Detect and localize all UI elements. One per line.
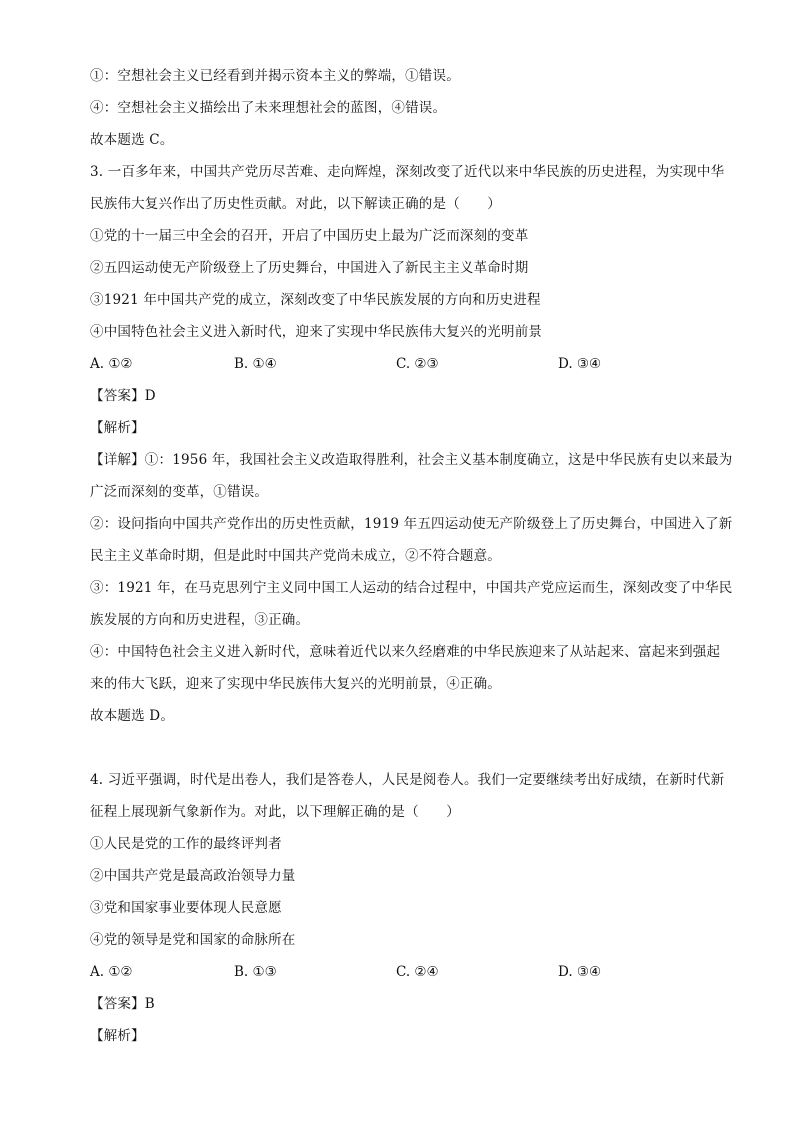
q3-detail-line-1: 【详解】①：1956 年，我国社会主义改造取得胜利，社会主义基本制度确立，这是中华民族有史以来最为 [90, 452, 733, 468]
q3-statement-2: ②五四运动使无产阶级登上了历史舞台，中国进入了新民主主义革命时期 [90, 260, 529, 276]
q3-detail-line-5: ③：1921 年，在马克思列宁主义同中国工人运动的结合过程中，中国共产党应运而生，深刻改变了中华民 [90, 580, 733, 596]
q3-option-d: D. ③④ [558, 356, 602, 372]
q3-detail-line-2: 广泛而深刻的变革，①错误。 [90, 484, 269, 500]
q2-analysis-line-1: ①：空想社会主义已经看到并揭示资本主义的弊端，①错误。 [90, 68, 460, 84]
q4-answer: 【答案】B [90, 996, 155, 1012]
q4-statement-3: ③党和国家事业要体现人民意愿 [90, 900, 282, 916]
q2-analysis-line-2: ④：空想社会主义描绘出了未来理想社会的蓝图，④错误。 [90, 100, 447, 116]
q4-stem-line-2: 征程上展现新气象新作为。对此，以下理解正确的是（ ） [90, 804, 460, 820]
q3-option-a: A. ①② [90, 356, 133, 372]
q3-statement-1: ①党的十一届三中全会的召开，开启了中国历史上最为广泛而深刻的变革 [90, 228, 529, 244]
q3-option-b: B. ①④ [234, 356, 277, 372]
q3-answer: 【答案】D [90, 388, 156, 404]
q4-statement-4: ④党的领导是党和国家的命脉所在 [90, 932, 296, 948]
q4-option-a: A. ①② [90, 964, 133, 980]
q3-stem-line-1: 3. 一百多年来，中国共产党历尽苦难、走向辉煌，深刻改变了近代以来中华民族的历史进程，为实现中华 [90, 164, 725, 180]
q4-option-c: C. ②④ [396, 964, 439, 980]
q4-option-b: B. ①③ [234, 964, 277, 980]
q3-detail-line-4: 民主主义革命时期，但是此时中国共产党尚未成立，②不符合题意。 [90, 548, 501, 564]
q3-option-c: C. ②③ [396, 356, 439, 372]
q4-stem-line-1: 4. 习近平强调，时代是出卷人，我们是答卷人，人民是阅卷人。我们一定要继续考出好成绩，在新时代新 [90, 772, 725, 788]
q3-stem-line-2: 民族伟大复兴作出了历史性贡献。对此，以下解读正确的是（ ） [90, 196, 501, 212]
q3-statement-4: ④中国特色社会主义进入新时代，迎来了实现中华民族伟大复兴的光明前景 [90, 324, 543, 340]
q2-conclusion: 故本题选 C。 [90, 132, 174, 148]
q4-option-d: D. ③④ [558, 964, 602, 980]
q3-analysis-heading: 【解析】 [90, 420, 145, 436]
q4-statement-1: ①人民是党的工作的最终评判者 [90, 836, 282, 852]
q4-analysis-heading: 【解析】 [90, 1028, 145, 1044]
q3-statement-3: ③1921 年中国共产党的成立，深刻改变了中华民族发展的方向和历史进程 [90, 292, 541, 308]
q3-detail-line-3: ②：设问指向中国共产党作出的历史性贡献，1919 年五四运动使无产阶级登上了历史舞台，中国进入了新 [90, 516, 733, 532]
q4-statement-2: ②中国共产党是最高政治领导力量 [90, 868, 296, 884]
q3-detail-line-7: ④：中国特色社会主义进入新时代，意味着近代以来久经磨难的中华民族迎来了从站起来、富起来到强起 [90, 644, 721, 660]
q3-conclusion: 故本题选 D。 [90, 708, 175, 724]
q3-detail-line-6: 族发展的方向和历史进程，③正确。 [90, 612, 310, 628]
q3-detail-line-8: 来的伟大飞跃，迎来了实现中华民族伟大复兴的光明前景，④正确。 [90, 676, 501, 692]
